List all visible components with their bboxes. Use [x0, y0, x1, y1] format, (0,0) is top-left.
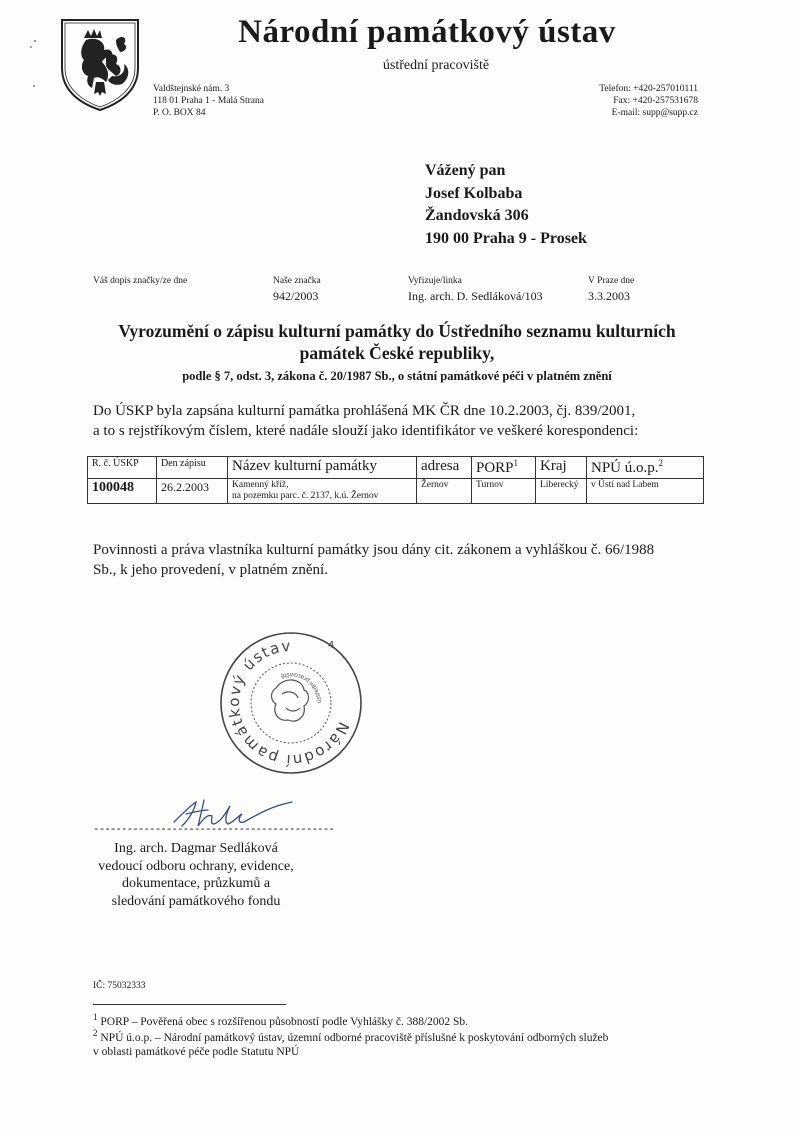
cell-date: 26.2.2003 — [157, 479, 228, 504]
official-stamp — [216, 628, 366, 778]
header-address: adresa — [417, 457, 472, 479]
document-subtitle: podle § 7, odst. 3, zákona č. 20/1987 Sb., o státní památkové péči v platném znění — [182, 369, 612, 383]
address-line: Valdštejnské nám. 3 — [153, 84, 230, 94]
your-letter-label: Váš dopis značky/ze dne — [93, 276, 188, 286]
cell-region: Liberecký — [536, 479, 587, 504]
stamp-lion-icon — [272, 680, 309, 721]
signature-line: ------------------------------------------- — [93, 824, 334, 836]
name-line: na pozemku parc. č. 2137, k.ú. Žernov — [232, 491, 379, 501]
header-date: Den zápisu — [157, 457, 228, 479]
cell-address: Žernov — [417, 479, 472, 504]
intro-paragraph — [93, 401, 713, 441]
register-table — [87, 456, 704, 504]
cell-npu: v Ústí nad Labem — [587, 479, 704, 504]
svg-text:Národní památkový ústav — [216, 628, 366, 778]
footnote-text: PORP – Pověřená obec s rozšířenou působností podle Vyhlášky č. 388/2002 Sb. — [100, 1015, 469, 1028]
org-subtitle: ústřední pracoviště — [382, 58, 490, 73]
duties-line: Povinnosti a práva vlastníka kulturní památky jsou dány cit. zákonem a vyhláškou č. 66/1988 — [93, 542, 655, 558]
email: E-mail: supp@supp.cz — [611, 108, 698, 118]
svg-text:ústřední pracoviště — [279, 671, 323, 703]
handled-by: Ing. arch. D. Sedláková/103 — [408, 289, 543, 303]
intro-line: Do ÚSKP byla zapsána kulturní památka prohlášená MK ČR dne 10.2.2003, čj. 839/2001, — [93, 403, 636, 419]
footnote-mark: 1 — [93, 1012, 98, 1022]
cell-reg-no: 100048 — [88, 479, 157, 504]
header-porp — [472, 457, 536, 479]
cell-name — [228, 479, 417, 504]
header-region: Kraj — [536, 457, 587, 479]
handled-label: Vyřizuje/linka — [408, 276, 462, 286]
signer-role: sledování památkového fondu — [111, 893, 281, 909]
org-name: Národní památkový ústav — [238, 14, 616, 50]
salutation: Vážený pan — [425, 162, 506, 179]
table-header-row — [88, 457, 704, 479]
signer-role: vedoucí odboru ochrany, evidence, — [98, 858, 294, 874]
npu-footnote-mark: 2 — [658, 458, 664, 468]
table-row — [88, 479, 704, 504]
letter-date: 3.3.2003 — [588, 289, 630, 303]
header-npu — [587, 457, 704, 479]
name-line: Kamenný kříž, — [232, 480, 289, 490]
footnote-2 — [93, 1026, 733, 1059]
duties-line: Sb., k jeho provedení, v platném znění. — [93, 562, 328, 578]
org-address — [153, 83, 264, 119]
recipient-city: 190 00 Praha 9 - Prosek — [425, 229, 587, 247]
porp-label: PORP — [476, 460, 514, 476]
signer-name: Ing. arch. Dagmar Sedláková — [114, 841, 278, 856]
phone: Telefon: +420-257010111 — [599, 84, 698, 94]
title-line: památek České republiky, — [299, 343, 495, 363]
fax: Fax: +420-257531678 — [613, 96, 698, 106]
our-ref-label: Naše značka — [273, 276, 321, 286]
stamp-number: 4 — [328, 640, 335, 651]
recipient-block — [425, 160, 587, 250]
address-line: 118 01 Praha 1 - Malá Strana — [153, 96, 264, 106]
cell-porp: Turnov — [472, 479, 536, 504]
footnote-text: NPÚ ú.o.p. – Národní památkový ústav, územní odborné pracoviště příslušné k poskytování odborných služeb — [100, 1031, 609, 1044]
document-title — [0, 320, 794, 364]
stamp-text: Národní památkový ústav — [224, 636, 353, 770]
footnote-text: v oblasti památkové péče podle Statutu NPÚ — [93, 1045, 300, 1058]
footnote-mark: 2 — [93, 1028, 98, 1038]
org-contact — [599, 83, 698, 119]
signer-block — [80, 840, 312, 910]
our-ref: 942/2003 — [273, 289, 319, 303]
address-line: P. O. BOX 84 — [153, 108, 206, 118]
duties-paragraph — [93, 540, 713, 580]
date-label: V Praze dne — [588, 276, 635, 286]
npu-label: NPÚ ú.o.p. — [591, 460, 659, 476]
recipient-street: Žandovská 306 — [425, 207, 529, 224]
header-name: Název kulturní památky — [228, 457, 417, 479]
header-reg-no: R. č. ÚSKP — [88, 457, 157, 479]
company-id: IČ: 75032333 — [93, 981, 146, 991]
title-line: Vyrozumění o zápisu kulturní památky do Ústředního seznamu kulturních — [118, 321, 676, 341]
signer-role: dokumentace, průzkumů a — [121, 876, 271, 891]
intro-line: a to s rejstříkovým číslem, které nadále slouží jako identifikátor ve veškeré korespondenci: — [93, 423, 639, 439]
stamp-inner-text: ústřední pracoviště — [279, 670, 324, 704]
recipient-name: Josef Kolbaba — [425, 184, 523, 202]
porp-footnote-mark: 1 — [513, 458, 519, 468]
footnote-divider — [93, 1004, 286, 1005]
